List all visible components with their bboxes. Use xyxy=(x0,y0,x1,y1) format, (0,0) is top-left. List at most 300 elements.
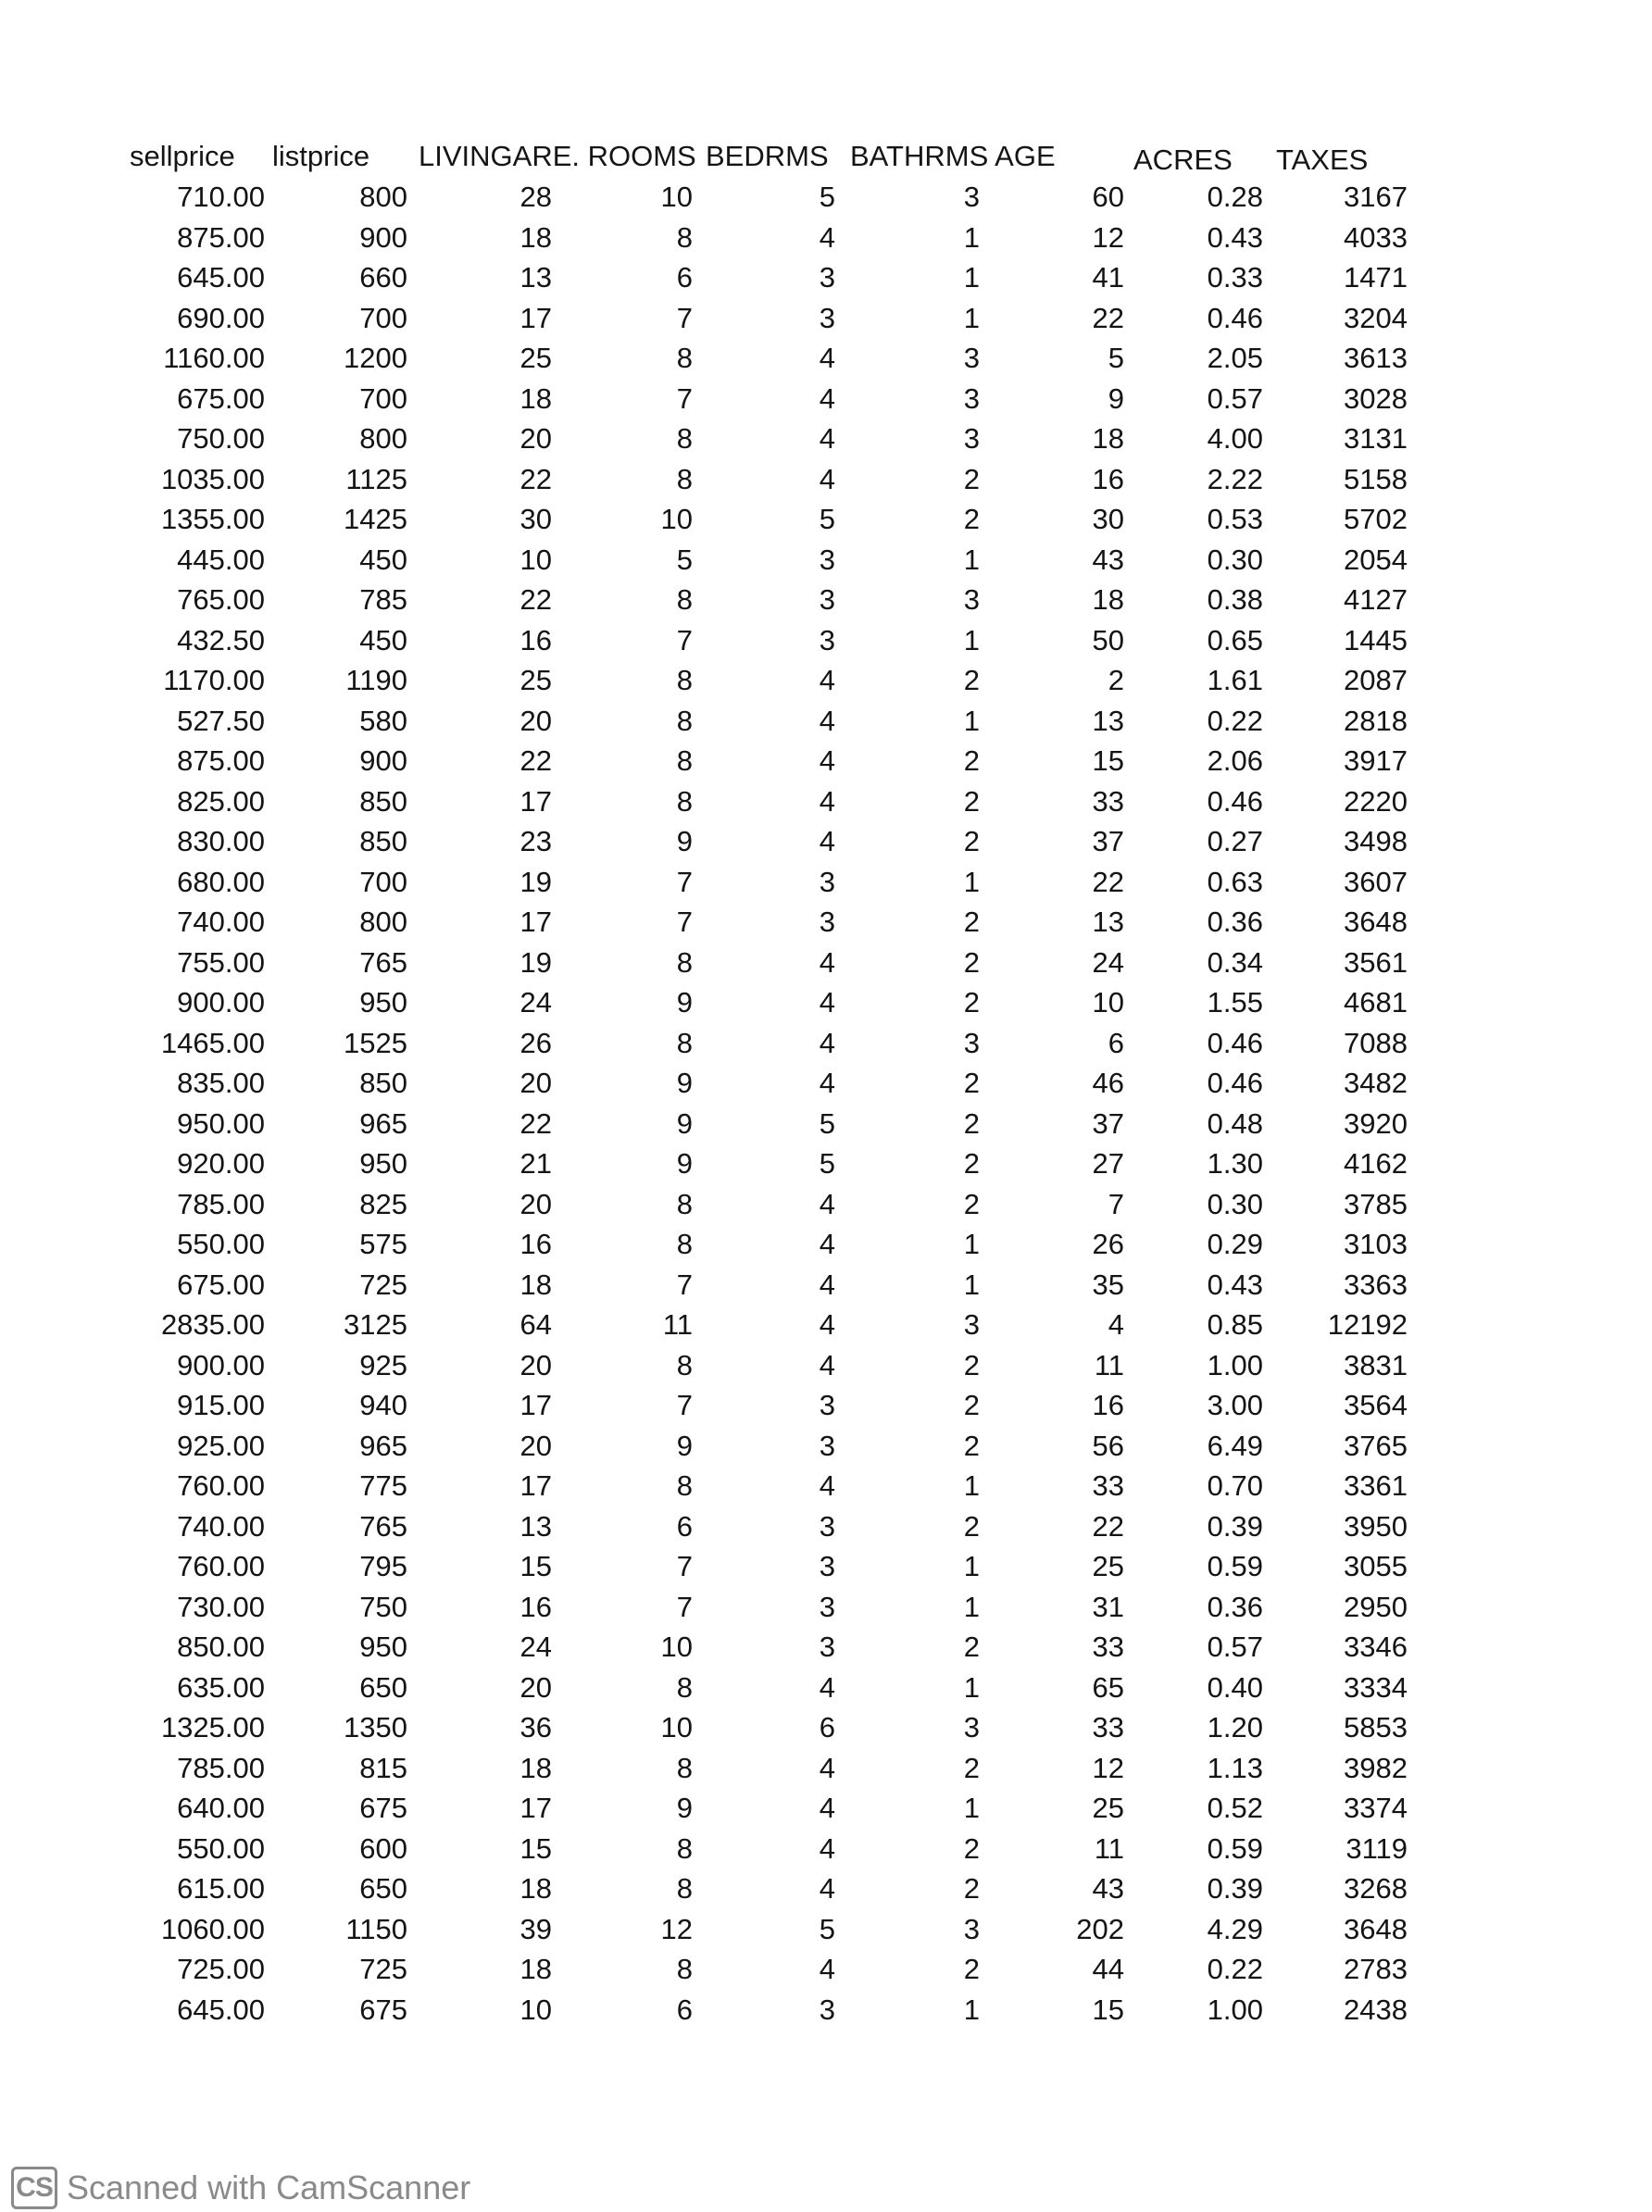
cell-bedrms: 3 xyxy=(819,865,835,898)
cell-taxes: 3482 xyxy=(1344,1067,1408,1099)
cell-acres: 0.52 xyxy=(1207,1792,1263,1824)
camscanner-watermark xyxy=(11,2165,470,2211)
cell-rooms: 7 xyxy=(676,1590,693,1623)
cell-taxes: 2087 xyxy=(1344,664,1408,696)
cell-acres: 0.30 xyxy=(1207,1187,1263,1220)
cell-sellprice: 730.00 xyxy=(177,1590,265,1623)
cell-age: 13 xyxy=(1092,704,1124,737)
cell-sellprice: 760.00 xyxy=(177,1550,265,1582)
cell-age: 18 xyxy=(1092,422,1124,455)
cell-livingarea: 16 xyxy=(519,1228,552,1260)
cell-sellprice: 835.00 xyxy=(177,1067,265,1099)
table-row xyxy=(0,1267,1652,1307)
cell-listprice: 700 xyxy=(359,301,407,334)
cell-acres: 0.36 xyxy=(1207,906,1263,938)
cell-taxes: 3361 xyxy=(1344,1469,1408,1502)
cell-rooms: 8 xyxy=(676,1469,693,1502)
cell-age: 22 xyxy=(1092,301,1124,334)
cell-taxes: 3917 xyxy=(1344,744,1408,777)
cell-rooms: 8 xyxy=(676,1872,693,1905)
cell-bathrms: 2 xyxy=(963,1106,980,1140)
cell-listprice: 940 xyxy=(359,1389,407,1421)
cell-bedrms: 4 xyxy=(819,342,835,374)
cell-bedrms: 5 xyxy=(819,181,835,213)
cell-rooms: 6 xyxy=(676,1509,693,1543)
cell-acres: 0.27 xyxy=(1207,825,1263,857)
cell-rooms: 8 xyxy=(676,945,693,979)
cell-bathrms: 2 xyxy=(963,744,980,777)
cell-bedrms: 3 xyxy=(819,906,835,938)
cell-taxes: 2054 xyxy=(1344,543,1408,576)
cell-bedrms: 4 xyxy=(819,422,835,455)
table-row xyxy=(0,219,1652,260)
table-row xyxy=(0,743,1652,783)
cell-livingarea: 18 xyxy=(519,381,552,415)
cell-sellprice: 2835.00 xyxy=(160,1308,265,1341)
cell-acres: 0.43 xyxy=(1207,220,1263,254)
cell-livingarea: 10 xyxy=(519,543,552,576)
cell-livingarea: 22 xyxy=(519,462,552,495)
cell-bathrms: 1 xyxy=(963,1469,980,1502)
cell-age: 41 xyxy=(1092,261,1124,294)
cell-bathrms: 2 xyxy=(963,784,980,818)
cell-bathrms: 2 xyxy=(963,945,980,979)
cell-bedrms: 4 xyxy=(819,704,835,737)
cell-bedrms: 5 xyxy=(819,503,835,535)
cell-listprice: 950 xyxy=(359,1147,407,1180)
cell-age: 18 xyxy=(1092,583,1124,616)
cell-taxes: 3119 xyxy=(1345,1831,1408,1865)
cell-livingarea: 22 xyxy=(519,744,552,777)
table-row xyxy=(0,622,1652,663)
cell-taxes: 3648 xyxy=(1344,1912,1408,1945)
cell-sellprice: 825.00 xyxy=(177,784,265,818)
cell-listprice: 785 xyxy=(359,583,407,616)
cell-acres: 0.36 xyxy=(1207,1590,1263,1623)
cell-sellprice: 432.50 xyxy=(177,623,265,656)
cell-sellprice: 445.00 xyxy=(177,543,265,576)
cell-bathrms: 2 xyxy=(963,1509,980,1543)
cell-acres: 0.40 xyxy=(1207,1670,1263,1704)
cell-bathrms: 2 xyxy=(963,1147,980,1180)
cell-bathrms: 2 xyxy=(963,1348,980,1381)
cell-acres: 0.46 xyxy=(1207,1067,1263,1099)
cell-listprice: 650 xyxy=(359,1670,407,1704)
cell-livingarea: 28 xyxy=(519,181,552,213)
cell-bathrms: 2 xyxy=(963,1187,980,1220)
cell-age: 6 xyxy=(1108,1026,1124,1059)
cell-bathrms: 3 xyxy=(963,422,980,455)
cell-rooms: 8 xyxy=(676,1228,693,1260)
cell-acres: 0.22 xyxy=(1207,1953,1263,1985)
table-row xyxy=(0,1831,1652,1871)
cell-taxes: 3374 xyxy=(1344,1792,1408,1824)
cell-listprice: 725 xyxy=(359,1953,407,1985)
cell-taxes: 2950 xyxy=(1344,1590,1408,1623)
cell-livingarea: 16 xyxy=(519,623,552,656)
cell-bedrms: 4 xyxy=(819,664,835,696)
cell-sellprice: 1170.00 xyxy=(163,664,265,696)
cell-bedrms: 5 xyxy=(819,1106,835,1140)
cell-taxes: 1471 xyxy=(1344,261,1408,294)
cell-acres: 1.55 xyxy=(1207,986,1263,1019)
cell-bedrms: 4 xyxy=(819,1670,835,1704)
cell-sellprice: 785.00 xyxy=(177,1187,265,1220)
cell-taxes: 3607 xyxy=(1344,865,1408,898)
cell-age: 33 xyxy=(1092,1469,1124,1502)
cell-acres: 0.38 xyxy=(1207,583,1263,616)
cell-rooms: 5 xyxy=(676,543,693,576)
cell-rooms: 7 xyxy=(676,381,693,415)
cell-taxes: 1445 xyxy=(1344,623,1408,656)
cell-sellprice: 785.00 xyxy=(177,1751,265,1784)
cell-bathrms: 1 xyxy=(963,1550,980,1582)
cell-livingarea: 24 xyxy=(519,1631,552,1663)
cell-taxes: 3785 xyxy=(1344,1187,1408,1220)
cell-bathrms: 1 xyxy=(963,543,980,576)
cell-taxes: 3498 xyxy=(1344,825,1408,857)
cell-livingarea: 15 xyxy=(519,1831,552,1865)
cell-age: 22 xyxy=(1092,865,1124,898)
cell-age: 50 xyxy=(1092,623,1124,656)
table-row xyxy=(0,1186,1652,1227)
cell-bathrms: 2 xyxy=(963,1389,980,1421)
cell-bedrms: 4 xyxy=(819,1187,835,1220)
cell-listprice: 1525 xyxy=(344,1026,407,1059)
cell-livingarea: 17 xyxy=(519,1792,552,1824)
table-row xyxy=(0,703,1652,744)
cell-livingarea: 25 xyxy=(519,342,552,374)
cell-rooms: 7 xyxy=(676,1268,693,1301)
cell-livingarea: 20 xyxy=(519,1187,552,1220)
cell-bedrms: 3 xyxy=(819,1993,835,2026)
header-taxes: TAXES xyxy=(1276,144,1369,176)
table-row xyxy=(0,259,1652,300)
cell-listprice: 950 xyxy=(359,1631,407,1663)
cell-rooms: 7 xyxy=(676,623,693,656)
cell-taxes: 3613 xyxy=(1344,342,1408,374)
cell-age: 16 xyxy=(1092,462,1124,495)
cell-taxes: 3561 xyxy=(1344,945,1408,979)
cell-bathrms: 2 xyxy=(963,1067,980,1099)
cell-listprice: 750 xyxy=(359,1590,407,1623)
cell-listprice: 800 xyxy=(359,422,407,455)
cell-acres: 0.59 xyxy=(1207,1831,1263,1865)
cell-bedrms: 5 xyxy=(819,1912,835,1945)
cell-taxes: 3363 xyxy=(1344,1268,1408,1301)
cell-bedrms: 5 xyxy=(819,1147,835,1180)
cell-acres: 1.00 xyxy=(1207,1348,1263,1381)
cell-sellprice: 527.50 xyxy=(177,704,265,737)
cell-listprice: 1425 xyxy=(344,503,407,535)
cell-acres: 2.22 xyxy=(1207,462,1263,495)
cell-listprice: 1190 xyxy=(345,664,407,696)
cell-rooms: 8 xyxy=(676,1670,693,1704)
cell-bathrms: 1 xyxy=(963,301,980,334)
cell-bathrms: 1 xyxy=(963,1268,980,1301)
cell-listprice: 1350 xyxy=(344,1711,407,1743)
cell-bathrms: 2 xyxy=(963,986,980,1019)
cell-acres: 1.20 xyxy=(1207,1711,1263,1743)
cell-acres: 0.28 xyxy=(1207,181,1263,213)
cell-sellprice: 1465.00 xyxy=(160,1026,265,1059)
cell-taxes: 7088 xyxy=(1344,1026,1408,1059)
cell-acres: 0.46 xyxy=(1207,301,1263,334)
cell-bathrms: 3 xyxy=(963,583,980,616)
cell-bathrms: 1 xyxy=(963,865,980,898)
table-row xyxy=(0,823,1652,864)
cell-listprice: 765 xyxy=(359,945,407,979)
cell-rooms: 8 xyxy=(676,220,693,254)
cell-bathrms: 1 xyxy=(963,1792,980,1824)
cell-listprice: 850 xyxy=(359,825,407,857)
cell-age: 60 xyxy=(1092,181,1124,213)
cell-rooms: 6 xyxy=(676,1993,693,2026)
cell-sellprice: 550.00 xyxy=(177,1228,265,1260)
cell-bathrms: 3 xyxy=(963,1308,980,1341)
cell-age: 27 xyxy=(1092,1147,1124,1180)
cell-age: 24 xyxy=(1092,945,1124,979)
cell-taxes: 3564 xyxy=(1344,1389,1408,1421)
table-row xyxy=(0,984,1652,1025)
cell-bedrms: 4 xyxy=(819,220,835,254)
cell-acres: 0.53 xyxy=(1207,503,1263,535)
cell-taxes: 3648 xyxy=(1344,906,1408,938)
cell-bedrms: 3 xyxy=(819,543,835,576)
cell-bedrms: 3 xyxy=(819,1429,835,1462)
cell-bedrms: 4 xyxy=(819,1268,835,1301)
cell-sellprice: 1160.00 xyxy=(163,342,265,374)
cell-age: 25 xyxy=(1092,1792,1124,1824)
table-row xyxy=(0,581,1652,622)
cell-bathrms: 3 xyxy=(963,381,980,415)
cell-bathrms: 3 xyxy=(963,342,980,374)
table-row xyxy=(0,944,1652,985)
cell-acres: 0.65 xyxy=(1207,623,1263,656)
cell-listprice: 700 xyxy=(359,865,407,898)
cell-age: 56 xyxy=(1092,1429,1124,1462)
table-row xyxy=(0,1589,1652,1630)
cell-sellprice: 640.00 xyxy=(177,1792,265,1824)
cell-acres: 0.34 xyxy=(1207,945,1263,979)
table-row xyxy=(0,1387,1652,1428)
cell-age: 43 xyxy=(1092,1872,1124,1905)
cell-acres: 4.29 xyxy=(1207,1912,1263,1945)
table-row xyxy=(0,662,1652,703)
cell-bathrms: 2 xyxy=(963,906,980,938)
cell-listprice: 925 xyxy=(359,1348,407,1381)
cell-taxes: 3334 xyxy=(1344,1670,1408,1704)
cell-acres: 1.30 xyxy=(1207,1147,1263,1180)
cell-sellprice: 635.00 xyxy=(177,1670,265,1704)
cell-acres: 0.85 xyxy=(1207,1308,1263,1341)
cell-rooms: 8 xyxy=(676,1187,693,1220)
cell-acres: 0.30 xyxy=(1207,543,1263,576)
cell-age: 15 xyxy=(1092,744,1124,777)
cell-taxes: 3103 xyxy=(1344,1228,1408,1260)
cell-rooms: 10 xyxy=(660,1711,693,1743)
cell-livingarea: 15 xyxy=(519,1550,552,1582)
cell-listprice: 600 xyxy=(359,1831,407,1865)
table-row xyxy=(0,1106,1652,1146)
cell-taxes: 4033 xyxy=(1344,220,1408,254)
cell-sellprice: 850.00 xyxy=(177,1631,265,1663)
cell-rooms: 7 xyxy=(676,906,693,938)
cell-rooms: 8 xyxy=(676,664,693,696)
cell-livingarea: 20 xyxy=(519,1067,552,1099)
cell-acres: 1.61 xyxy=(1207,664,1263,696)
cell-rooms: 12 xyxy=(660,1912,693,1945)
cell-rooms: 8 xyxy=(676,1831,693,1865)
table-row xyxy=(0,1870,1652,1911)
cell-acres: 0.46 xyxy=(1207,1026,1263,1059)
cell-sellprice: 710.00 xyxy=(177,181,265,213)
cell-bedrms: 3 xyxy=(819,583,835,616)
cell-bathrms: 1 xyxy=(963,261,980,294)
cell-bedrms: 3 xyxy=(819,1631,835,1663)
table-row xyxy=(0,1145,1652,1186)
cell-livingarea: 30 xyxy=(519,503,552,535)
cell-acres: 1.13 xyxy=(1207,1751,1263,1784)
cell-bedrms: 4 xyxy=(819,381,835,415)
cell-sellprice: 1355.00 xyxy=(160,503,265,535)
table-row xyxy=(0,1750,1652,1791)
cell-age: 46 xyxy=(1092,1067,1124,1099)
cell-rooms: 9 xyxy=(676,1106,693,1140)
cell-rooms: 8 xyxy=(676,422,693,455)
cell-age: 12 xyxy=(1092,1751,1124,1784)
cell-bathrms: 2 xyxy=(963,1631,980,1663)
cell-livingarea: 19 xyxy=(519,945,552,979)
table-row xyxy=(0,501,1652,542)
cell-listprice: 675 xyxy=(359,1993,407,2026)
cell-livingarea: 36 xyxy=(519,1711,552,1743)
cell-livingarea: 16 xyxy=(519,1590,552,1623)
table-row xyxy=(0,1347,1652,1388)
cell-age: 65 xyxy=(1092,1670,1124,1704)
cell-rooms: 9 xyxy=(676,1067,693,1099)
cell-rooms: 10 xyxy=(660,181,693,213)
cell-age: 37 xyxy=(1092,825,1124,857)
table-row xyxy=(0,1992,1652,2032)
cell-age: 33 xyxy=(1092,1711,1124,1743)
table-row xyxy=(0,1669,1652,1710)
cell-bedrms: 4 xyxy=(819,744,835,777)
cell-bedrms: 4 xyxy=(819,1751,835,1784)
cell-rooms: 8 xyxy=(676,1026,693,1059)
table-row xyxy=(0,1025,1652,1066)
cell-acres: 0.43 xyxy=(1207,1268,1263,1301)
cell-age: 22 xyxy=(1092,1509,1124,1543)
cell-taxes: 3982 xyxy=(1344,1751,1408,1784)
cell-age: 43 xyxy=(1092,543,1124,576)
cell-listprice: 450 xyxy=(359,623,407,656)
cell-acres: 2.05 xyxy=(1207,342,1263,374)
cell-livingarea: 13 xyxy=(519,1509,552,1543)
cell-acres: 0.59 xyxy=(1207,1550,1263,1582)
cell-rooms: 8 xyxy=(676,784,693,818)
cell-acres: 0.63 xyxy=(1207,865,1263,898)
cell-age: 33 xyxy=(1092,1631,1124,1663)
cell-livingarea: 24 xyxy=(519,986,552,1019)
cell-livingarea: 13 xyxy=(519,261,552,294)
cell-bedrms: 3 xyxy=(819,1389,835,1421)
cell-rooms: 7 xyxy=(676,1389,693,1421)
cell-bedrms: 4 xyxy=(819,462,835,495)
cell-sellprice: 950.00 xyxy=(177,1106,265,1140)
cell-sellprice: 875.00 xyxy=(177,220,265,254)
cell-listprice: 3125 xyxy=(344,1308,407,1341)
cell-livingarea: 20 xyxy=(519,704,552,737)
cell-livingarea: 26 xyxy=(519,1026,552,1059)
cell-livingarea: 19 xyxy=(519,865,552,898)
table-row xyxy=(0,1306,1652,1347)
cell-listprice: 850 xyxy=(359,1067,407,1099)
header-bedrms: BEDRMS xyxy=(706,140,829,172)
table-row xyxy=(0,461,1652,502)
table-row xyxy=(0,179,1652,219)
header-acres: ACRES xyxy=(1133,144,1233,176)
cell-bathrms: 2 xyxy=(963,462,980,495)
cell-acres: 0.57 xyxy=(1207,1631,1263,1663)
cell-livingarea: 23 xyxy=(519,825,552,857)
cell-sellprice: 725.00 xyxy=(177,1953,265,1985)
cell-taxes: 3950 xyxy=(1344,1509,1408,1543)
table-row xyxy=(0,1226,1652,1267)
cell-rooms: 8 xyxy=(676,1751,693,1784)
cell-acres: 0.39 xyxy=(1207,1509,1263,1543)
cell-listprice: 700 xyxy=(359,381,407,415)
cell-sellprice: 875.00 xyxy=(177,744,265,777)
header-sellprice: sellprice xyxy=(130,140,235,172)
cell-age: 33 xyxy=(1092,784,1124,818)
cell-bathrms: 2 xyxy=(963,664,980,696)
cell-sellprice: 900.00 xyxy=(177,1348,265,1381)
table-row xyxy=(0,864,1652,905)
cell-acres: 2.06 xyxy=(1207,744,1263,777)
cell-taxes: 2438 xyxy=(1344,1993,1408,2026)
cell-sellprice: 675.00 xyxy=(177,1268,265,1301)
cell-listprice: 965 xyxy=(359,1106,407,1140)
cell-acres: 0.70 xyxy=(1207,1469,1263,1502)
cell-age: 9 xyxy=(1108,381,1124,415)
cell-livingarea: 20 xyxy=(519,1670,552,1704)
cell-bedrms: 4 xyxy=(819,784,835,818)
cell-livingarea: 18 xyxy=(519,1751,552,1784)
cell-livingarea: 10 xyxy=(519,1993,552,2026)
cell-bedrms: 3 xyxy=(819,261,835,294)
cell-age: 4 xyxy=(1108,1308,1124,1341)
cell-rooms: 8 xyxy=(676,462,693,495)
table-row xyxy=(0,1790,1652,1831)
cell-listprice: 900 xyxy=(359,220,407,254)
cell-sellprice: 675.00 xyxy=(177,381,265,415)
cell-livingarea: 17 xyxy=(519,906,552,938)
cell-sellprice: 1035.00 xyxy=(160,462,265,495)
cell-listprice: 1150 xyxy=(345,1912,407,1945)
cell-rooms: 9 xyxy=(676,986,693,1019)
cell-bathrms: 1 xyxy=(963,220,980,254)
cell-listprice: 800 xyxy=(359,906,407,938)
cell-rooms: 7 xyxy=(676,1550,693,1582)
cell-taxes: 4681 xyxy=(1344,986,1408,1019)
cell-sellprice: 1325.00 xyxy=(160,1711,265,1743)
cell-sellprice: 925.00 xyxy=(177,1429,265,1462)
cell-bedrms: 4 xyxy=(819,825,835,857)
cell-acres: 0.39 xyxy=(1207,1872,1263,1905)
cell-rooms: 7 xyxy=(676,301,693,334)
header-livingarea-rooms: LIVINGARE. ROOMS xyxy=(419,140,696,172)
